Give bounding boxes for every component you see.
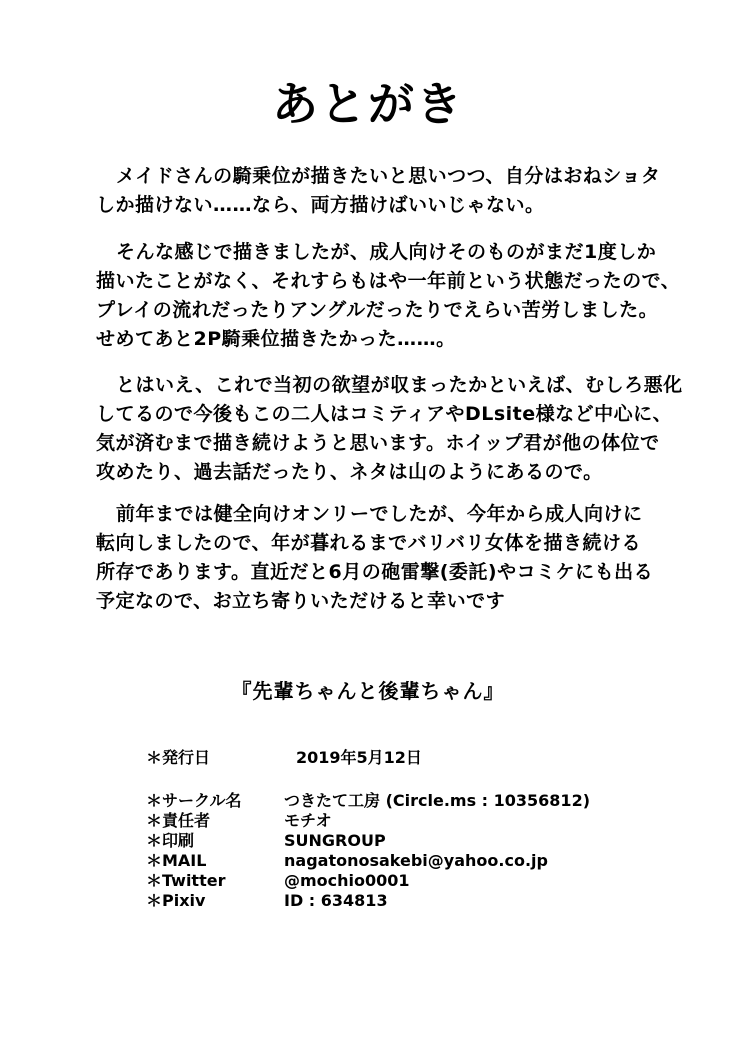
- colophon-value: nagatonosakebi@yahoo.co.jp: [284, 851, 548, 870]
- colophon-value: SUNGROUP: [284, 831, 386, 850]
- afterword-paragraph-2: [96, 238, 696, 354]
- colophon-label: ＊MAIL: [146, 851, 207, 870]
- paragraph-line: 転向しましたので、年が暮れるまでバリバリ女体を描き続ける: [96, 532, 642, 554]
- colophon-details: [146, 791, 666, 911]
- afterword-paragraph-3: [96, 371, 696, 487]
- paragraph-line: そんな感じで描きましたが、成人向けそのものがまだ1度しか: [116, 241, 657, 263]
- colophon-row-printer: [146, 831, 666, 851]
- colophon-row-twitter: [146, 871, 666, 891]
- colophon-row: [146, 748, 666, 768]
- paragraph-line: とはいえ、これで当初の欲望が収まったかといえば、むしろ悪化: [116, 374, 683, 396]
- afterword-paragraph-4: [96, 500, 696, 616]
- colophon-issued: [146, 748, 666, 768]
- page-title: あとがき: [272, 77, 464, 131]
- colophon-label: ＊サークル名: [146, 791, 242, 810]
- colophon-value: つきたて工房 (Circle.ms : 10356812): [284, 791, 591, 810]
- colophon-label: ＊印刷: [146, 831, 195, 850]
- colophon-value: モチオ: [284, 811, 332, 830]
- colophon-label: ＊発行日: [146, 748, 211, 767]
- colophon-row-circle: [146, 791, 666, 811]
- paragraph-line: してるので今後もこの二人はコミティアやDLsite様など中心に、: [96, 403, 673, 425]
- colophon-label: ＊責任者: [146, 811, 211, 830]
- colophon-value: @mochio0001: [284, 871, 410, 890]
- paragraph-line: 気が済むまで描き続けようと思います。ホイップ君が他の体位で: [96, 432, 660, 454]
- paragraph-line: 予定なので、お立ち寄りいただけると幸いです: [96, 590, 506, 612]
- paragraph-line: せめてあと2P騎乗位描きたかった……。: [96, 328, 456, 350]
- colophon-value: 2019年5月12日: [296, 748, 422, 767]
- book-title: 『先輩ちゃんと後輩ちゃん』: [231, 679, 505, 703]
- colophon-row-mail: [146, 851, 666, 871]
- paragraph-line: 描いたことがなく、それすらもはや一年前という状態だったので、: [96, 270, 681, 292]
- colophon-row-responsible: [146, 811, 666, 831]
- afterword-paragraph-1: [96, 162, 696, 220]
- paragraph-line: 所存であります。直近だと6月の砲雷撃(委託)やコミケにも出る: [96, 561, 654, 583]
- colophon-label: ＊Pixiv: [146, 891, 206, 910]
- paragraph-line: しか描けない……なら、両方描けばいいじゃない。: [96, 194, 545, 216]
- paragraph-line: 攻めたり、過去話だったり、ネタは山のようにあるので。: [96, 461, 603, 483]
- colophon-label: ＊Twitter: [146, 871, 226, 890]
- paragraph-line: メイドさんの騎乗位が描きたいと思いつつ、自分はおねショタ: [116, 165, 661, 187]
- paragraph-line: プレイの流れだったりアングルだったりでえらい苦労しました。: [96, 299, 659, 321]
- paragraph-line: 前年までは健全向けオンリーでしたが、今年から成人向けに: [116, 503, 643, 525]
- colophon-value: ID : 634813: [284, 891, 388, 910]
- colophon-row-pixiv: [146, 891, 666, 911]
